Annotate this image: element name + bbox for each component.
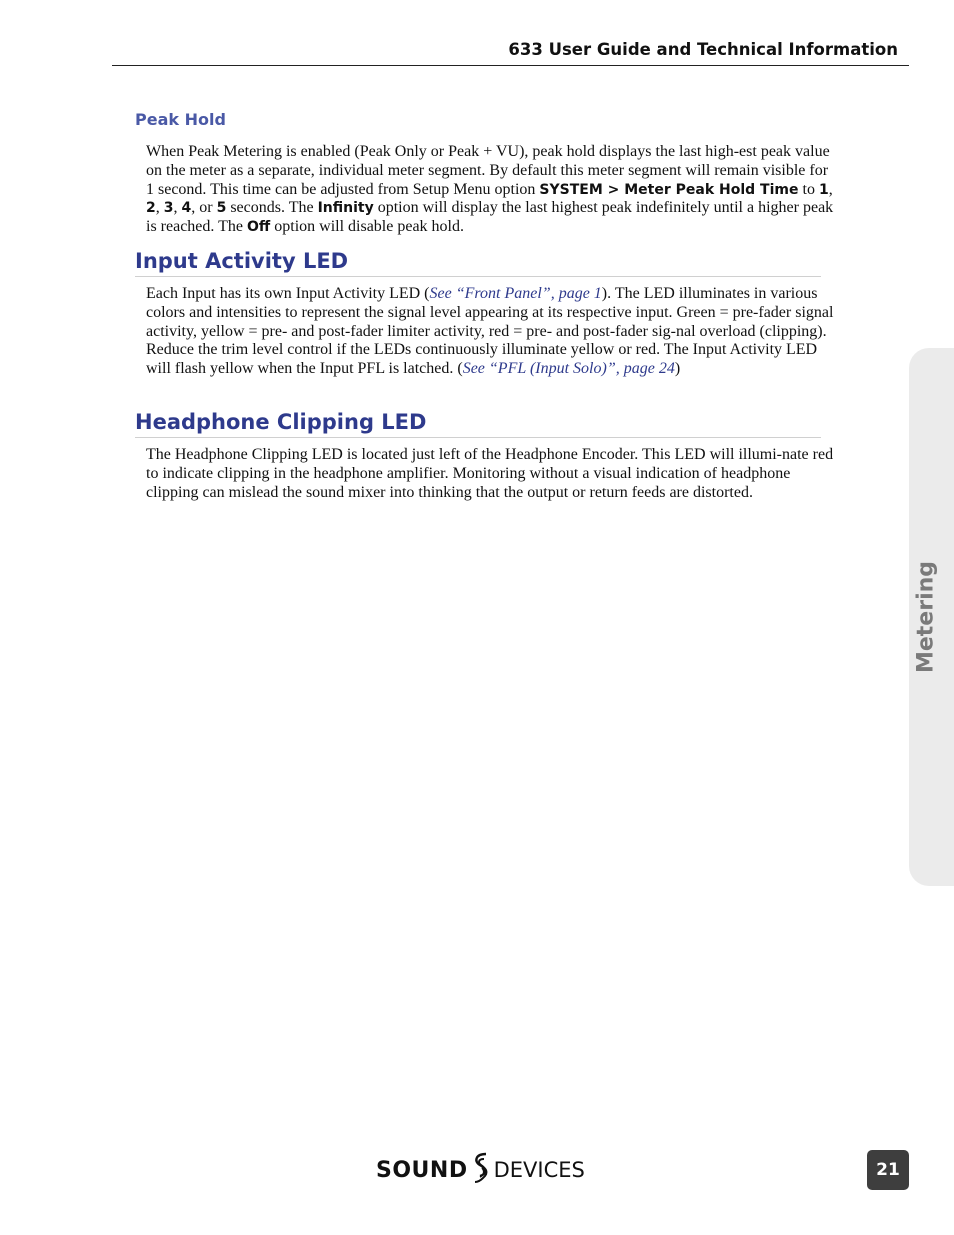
option-value-2: 2 [146,200,156,217]
peak-hold-paragraph: When Peak Metering is enabled (Peak Only or Peak + VU), peak hold displays the last high-est peak value on the meter as a separate, individual meter segment. By default this meter segment will remain visible for 1 second. This time can be adjusted from Setup Menu option SYSTEM > Meter Peak Hold Time to 1, 2, 3, 4, or 5 seconds. The Infinity option will display the last highest peak indefinitely until a higher peak is reached. The Off option will disable peak hold. [146,143,834,236]
option-value-3: 3 [163,200,174,217]
option-off: Off [247,219,271,236]
peak-hold-heading: Peak Hold [135,110,226,129]
pfl-input-solo-link[interactable]: See “PFL (Input Solo)”, page 24 [462,360,675,378]
front-panel-link[interactable]: See “Front Panel”, page 1 [429,285,602,302]
option-value-4: 4 [181,200,192,217]
option-value-1: 1 [818,181,829,198]
sound-devices-logo [376,1150,616,1190]
input-activity-heading: Input Activity LED [135,248,821,277]
input-activity-paragraph: Each Input has its own Input Activity LED (See “Front Panel”, page 1). The LED illuminates in various colors and intensities to represent the signal level appearing at its respective input. Green = pre-fader signal activity, yellow = pre- and post-fader limiter activity, red = pre- and post-fader sig-nal overload (clipping). Reduce the trim level control if the LEDs continuously illuminate yellow or red. The Input Activity LED will flash yellow when the Input PFL is latched. (See “PFL (Input Solo)”, page 24) [146,285,834,378]
page-number-badge: 21 [867,1150,909,1190]
chapter-side-label: Metering [913,560,939,674]
menu-path: SYSTEM > Meter Peak Hold Time [539,181,799,198]
option-value-5: 5 [216,200,227,217]
logo-sound-text: SOUND [376,1157,468,1183]
headphone-clipping-heading: Headphone Clipping LED [135,409,821,438]
option-infinity: Infinity [317,200,374,217]
swirl-logo-icon [471,1151,491,1190]
logo-devices-text: DEVICES [493,1158,585,1182]
running-header: 633 User Guide and Technical Information [508,40,898,59]
header-divider [112,65,909,66]
headphone-clipping-paragraph: The Headphone Clipping LED is located just left of the Headphone Encoder. This LED will illumi-nate red to indicate clipping in the headphone amplifier. Monitoring without a visual indication of headphone clipping can mislead the sound mixer into thinking that the output or return feeds are distorted. [146,446,834,501]
